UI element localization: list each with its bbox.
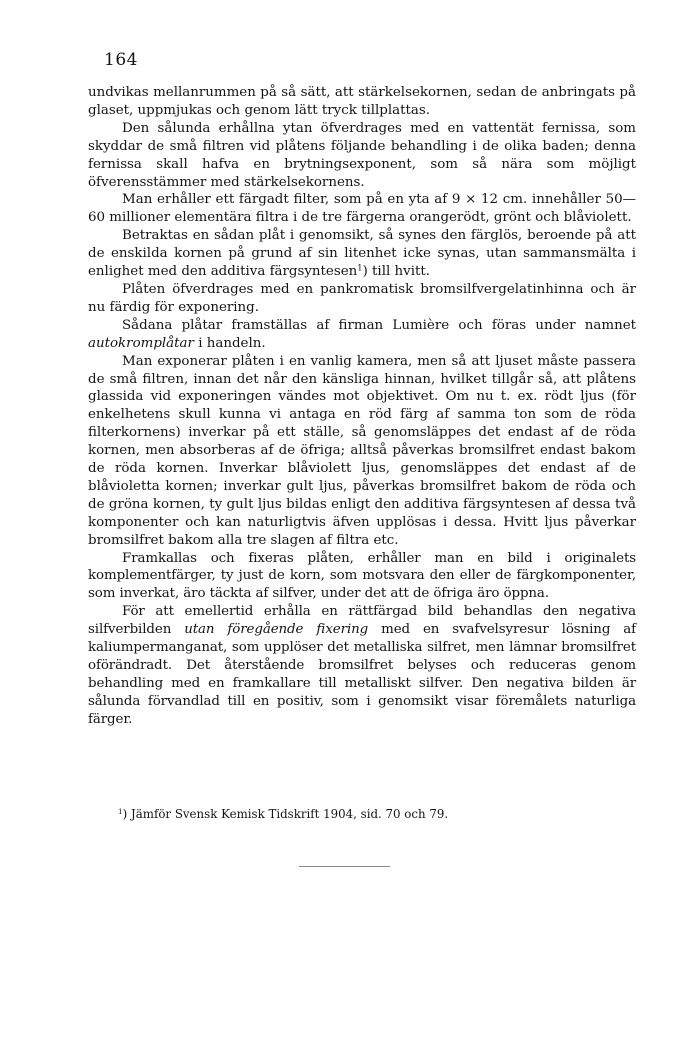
paragraph-1: undvikas mellanrummen på så sätt, att stärkelsekornen, sedan de anbringats på glaset, uppmjukas och genom lätt tryck tillplattas. [88,85,636,118]
paragraph-6 [88,317,636,353]
paragraph-3: Man erhåller ett färgadt filter, som på en yta af 9 × 12 cm. innehåller 50—60 millioner elementära filtra i de tre färgerna orangerödt, grönt och blåviolett. [88,192,636,226]
paragraph-8: Framkallas och fixeras plåten, erhåller man en bild i originalets komplementfärger, ty just de korn, som motsvara den eller de färgkomponenter, som inverkat, äro täckta af silfver, under det att de öfriga äro öppna. [88,550,636,602]
paragraph-9-text: För att emellertid erhålla en rättfärgad bild behandlas den negativa silfverbilden [88,604,636,638]
autokrom-term: autokromplåtar [88,335,194,351]
footnote-marker: 1 [118,806,123,816]
paragraph-4-text-end: ) till hvitt. [362,264,431,280]
fixering-term: utan föregående fixering [184,622,369,638]
section-divider [299,866,390,867]
paragraph-6-text: Sådana plåtar framställas af firman Lumière och föras under namnet [122,317,636,333]
paragraph-9 [88,603,636,728]
page-number: 164 [104,50,138,70]
paragraph-7: Man exponerar plåten i en vanlig kamera, men så att ljuset måste passera de små filtren, innan det når den känsliga hinnan, hvilket tillgår så, att plåtens glassida vid exponeringen vändes mot objektivet. Om nu t. ex. rödt ljus (för enkelhetens skull kunna vi antaga en röd färg af samma ton som de röda filterkornens) inverkar på ett ställe, så genomsläppes det endast af de röda kornen, men absorberas af de öfriga; alltså påverkas bromsilfret endast bakom de röda kornen. Inverkar blåviolett ljus, genomsläppes det endast af de blåvioletta kornen; inverkar gult ljus, påverkas bromsilfret bakom de röda och de gröna kornen, ty gult ljus bildas enligt den additiva färgsyntesen af dessa två komponenter och kan naturligtvis äfven upplösas i dessa. Hvitt ljus påverkar bromsilfret bakom alla tre slagen af filtra etc. [88,353,636,548]
footnote [118,807,448,822]
paragraph-4-text: Betraktas en sådan plåt i genomsikt, så synes den färglös, beroende på att de enskilda kornen på grund af sin litenhet icke synas, utan sammansmälta i enlighet med den additiva färgsyntesen [88,228,636,280]
footnote-text: ) Jämför Svensk Kemisk Tidskrift 1904, sid. 70 och 79. [122,807,449,821]
paragraph-2: Den sålunda erhållna ytan öfverdrages med en vattentät fernissa, som skyddar de små filtren vid plåtens följande behandling i de olika baden; denna fernissa skall hafva en brytningsexponent, som så nära som möjligt öfverensstämmer med stärkelsekornens. [88,120,636,190]
footnote-ref-1: 1 [357,262,363,273]
paragraph-4 [88,227,636,281]
paragraph-5: Plåten öfverdrages med en pankromatisk bromsilfvergelatinhinna och är nu färdig för exponering. [88,281,636,315]
body-text [88,84,636,729]
paragraph-9-text-end: med en svafvelsyresur lösning af kaliumpermanganat, som upplöser det metalliska silfret, men lämnar bromsilfret oförändradt. Det återstående bromsilfret belyses och reduceras genom behandling med en framkallare till metalliskt silfver. Den negativa bilden är sålunda förvandlad till en positiv, som i genomsikt visar föremålets naturliga färger. [88,622,636,727]
paragraph-6-text-end: i handeln. [193,335,266,351]
